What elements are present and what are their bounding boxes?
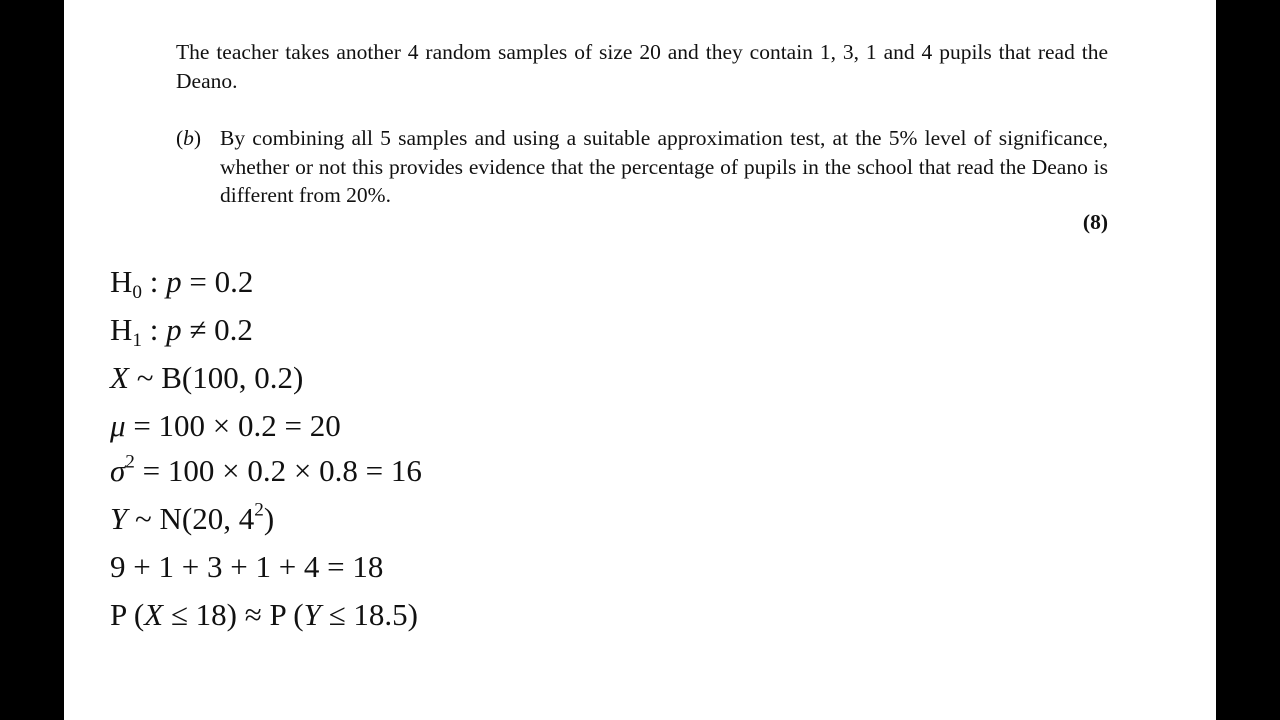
- part-letter: b: [183, 126, 194, 150]
- prob-x: X: [144, 597, 164, 632]
- part-label-open: (: [176, 126, 184, 150]
- sigma-rest: = 100 × 0.2 × 0.8 = 16: [134, 453, 422, 488]
- h0-value: = 0.2: [181, 264, 254, 299]
- normal-approximation: [110, 495, 422, 543]
- prob-b: ≤ 18) ≈ P (: [163, 597, 304, 632]
- handwritten-working: [110, 258, 422, 639]
- prob-a: P (: [110, 597, 145, 632]
- prob-y: Y: [303, 597, 321, 632]
- variance-calculation: [110, 447, 422, 495]
- h1-var: p: [166, 312, 182, 347]
- h1-h: H: [110, 312, 133, 347]
- question-intro-text: The teacher takes another 4 random samples of size 20 and they contain 1, 3, 1 and 4 pupils that read the Deano.: [176, 40, 1108, 93]
- y-dist-rest-b: ): [263, 501, 275, 536]
- document-page: [64, 0, 1216, 720]
- h1-sub: 1: [132, 329, 142, 351]
- h0-sub: 0: [132, 281, 142, 303]
- sample-sum: 9 + 1 + 3 + 1 + 4 = 18: [110, 549, 384, 584]
- alternative-hypothesis: [110, 306, 422, 354]
- prob-c: ≤ 18.5): [320, 597, 418, 632]
- part-text: By combining all 5 samples and using a suitable approximation test, at the 5% level of significance, whether or not this provides evidence that the percentage of pupils in the school that read the Deano is different from 20%.: [220, 126, 1108, 207]
- h1-value: ≠ 0.2: [181, 312, 253, 347]
- probability-approximation: [110, 591, 422, 639]
- sigma-sup: 2: [125, 451, 135, 473]
- y-dist-sup: 2: [254, 499, 264, 521]
- part-label: [176, 124, 201, 153]
- y-var: Y: [110, 501, 128, 536]
- marks-label: (8): [1082, 210, 1108, 234]
- h1-colon: :: [142, 312, 167, 347]
- h0-h: H: [110, 264, 133, 299]
- part-label-close: ): [193, 126, 202, 150]
- null-hypothesis: [110, 258, 422, 306]
- mu-var: μ: [110, 408, 126, 443]
- question-intro: [176, 38, 1108, 95]
- mu-rest: = 100 × 0.2 = 20: [125, 408, 341, 443]
- x-dist-rest: ~ B(100, 0.2): [128, 360, 304, 395]
- h0-var: p: [166, 264, 182, 299]
- x-var: X: [110, 360, 129, 395]
- h0-colon: :: [142, 264, 167, 299]
- sigma-var: σ: [110, 453, 126, 488]
- y-dist-rest-a: ~ N(20, 4: [127, 501, 255, 536]
- binomial-distribution: [110, 354, 422, 402]
- question-part-b: [176, 124, 1108, 210]
- mean-calculation: [110, 402, 422, 447]
